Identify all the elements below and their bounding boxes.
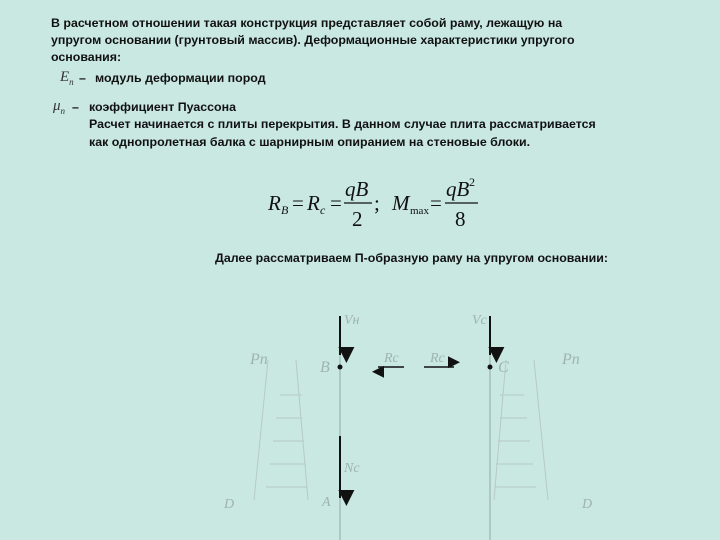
- label-r-left: Rс: [384, 351, 399, 366]
- left-soil-ladder: [254, 360, 308, 500]
- label-r-right: Rс: [430, 351, 445, 366]
- formula-eq-1: =: [292, 191, 304, 215]
- frame-diagram: [216, 300, 600, 540]
- formula-rc-sub: c: [320, 203, 326, 217]
- calc-line-2: как однопролетная балка с шарнирным опиранием на стеновые блоки.: [89, 135, 531, 149]
- formula: [262, 172, 484, 234]
- formula-separator: ;: [374, 191, 380, 215]
- label-node-c: C: [498, 359, 509, 376]
- formula-num-2-sup: 2: [469, 175, 475, 189]
- label-d-left: D: [224, 497, 235, 512]
- formula-m: M: [392, 191, 410, 215]
- label-d-right: D: [582, 497, 593, 512]
- label-p-left: Pп: [250, 351, 268, 368]
- label-n: Nс: [344, 461, 360, 476]
- formula-rc: R: [307, 191, 320, 215]
- formula-rb: R: [268, 191, 281, 215]
- dash-2: –: [72, 100, 79, 114]
- def-poisson: коэффициент Пуассона: [89, 100, 236, 114]
- formula-eq-2: =: [330, 191, 342, 215]
- formula-num-2: qB: [446, 177, 470, 201]
- calc-line-1: Расчет начинается с плиты перекрытия. В данном случае плита рассматривается: [89, 117, 596, 131]
- formula-rb-sub: B: [281, 203, 289, 217]
- paragraph-line-2: упругом основании (грунтовый массив). Деформационные характеристики упругого: [51, 33, 575, 47]
- def-modulus: модуль деформации пород: [95, 71, 266, 85]
- formula-num-1: qB: [345, 177, 369, 201]
- node-b: [338, 365, 343, 370]
- paragraph-line-1: В расчетном отношении такая конструкция представляет собой раму, лежащую на: [51, 16, 563, 30]
- formula-den-1: 2: [352, 207, 363, 231]
- next-heading: Далее рассматриваем П-образную раму на упругом основании:: [215, 251, 608, 265]
- symbol-e: $E_п$: [60, 69, 74, 87]
- label-top-right: Vс: [472, 313, 487, 328]
- formula-m-sub: max: [410, 205, 429, 217]
- symbol-mu: $\mu_п$: [53, 98, 66, 116]
- label-node-b: B: [320, 359, 330, 376]
- label-a: A: [322, 495, 331, 510]
- paragraph-line-3: основания:: [51, 50, 122, 64]
- dash-1: –: [79, 71, 86, 85]
- formula-den-2: 8: [455, 207, 466, 231]
- node-c: [488, 365, 493, 370]
- label-p-right: Pп: [562, 351, 580, 368]
- right-soil-ladder: [494, 360, 548, 500]
- formula-eq-3: =: [430, 191, 442, 215]
- label-top-left: Vн: [344, 313, 360, 328]
